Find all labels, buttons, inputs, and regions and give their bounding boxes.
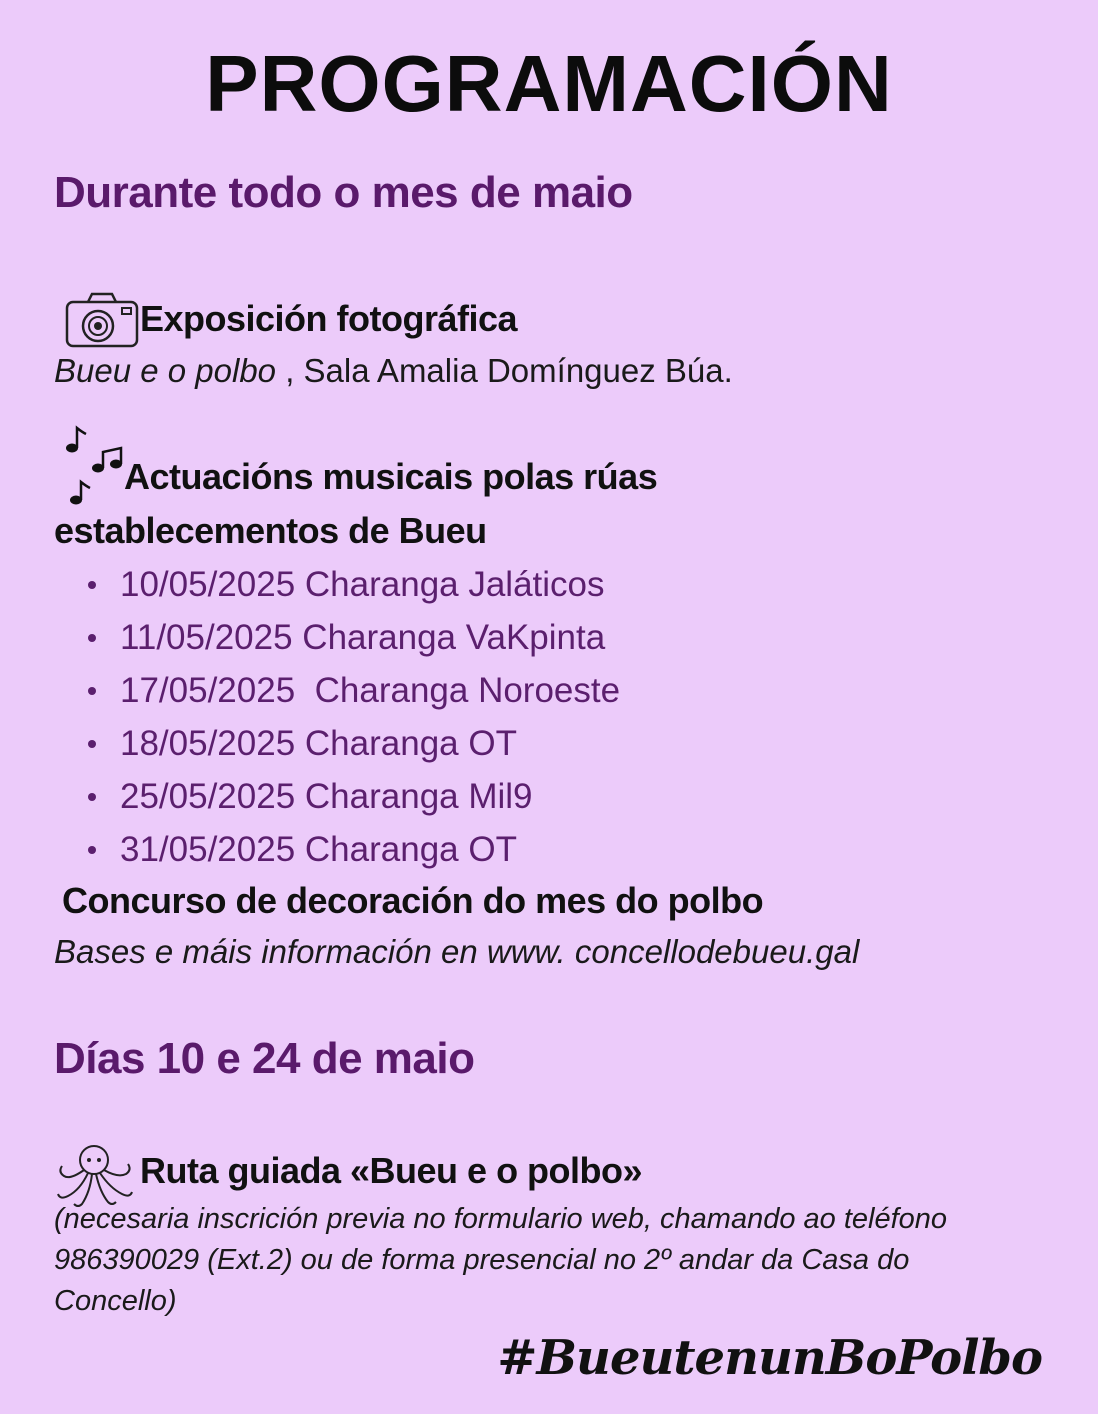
list-item: 31/05/2025 Charanga OT xyxy=(84,823,620,876)
list-item: 18/05/2025 Charanga OT xyxy=(84,717,620,770)
bullet-icon xyxy=(88,740,96,748)
music-title-line2: establecementos de Bueu xyxy=(54,510,487,551)
list-item: 17/05/2025 Charanga Noroeste xyxy=(84,664,620,717)
route-note-line2: 986390029 (Ext.2) ou de forma presencial no 2º andar da Casa do xyxy=(54,1244,910,1276)
section-heading-all-month: Durante todo o mes de maio xyxy=(54,168,633,217)
music-notes-icon xyxy=(62,424,132,508)
bullet-icon xyxy=(88,687,96,695)
route-title: Ruta guiada «Bueu e o polbo» xyxy=(140,1150,643,1191)
exhibition-details xyxy=(54,352,733,390)
section-heading-days: Días 10 e 24 de maio xyxy=(54,1034,475,1083)
exhibition-name: Bueu e o polbo xyxy=(54,352,277,389)
route-note-line3: Concello) xyxy=(54,1285,177,1317)
contest-title: Concurso de decoración do mes do polbo xyxy=(62,880,764,921)
route-note-line1: (necesaria inscrición previa no formulario web, chamando ao teléfono xyxy=(54,1203,948,1235)
camera-icon xyxy=(64,290,140,350)
bullet-icon xyxy=(88,634,96,642)
list-item: 25/05/2025 Charanga Mil9 xyxy=(84,770,620,823)
page-title: PROGRAMACIÓN xyxy=(205,39,893,128)
bullet-icon xyxy=(88,846,96,854)
list-item: 11/05/2025 Charanga VaKpinta xyxy=(84,611,620,664)
contest-info: Bases e máis información en www. concellodebueu.gal xyxy=(54,933,860,970)
performance-dates-list xyxy=(84,558,620,876)
bullet-icon xyxy=(88,581,96,589)
hashtag: #BueutenunBoPolbo xyxy=(497,1330,1042,1386)
music-title-line1: Actuacións musicais polas rúas xyxy=(124,456,658,497)
bullet-icon xyxy=(88,793,96,801)
exhibition-venue: , Sala Amalia Domínguez Búa. xyxy=(276,352,733,389)
exhibition-title: Exposición fotográfica xyxy=(140,298,518,339)
list-item: 10/05/2025 Charanga Jaláticos xyxy=(84,558,620,611)
